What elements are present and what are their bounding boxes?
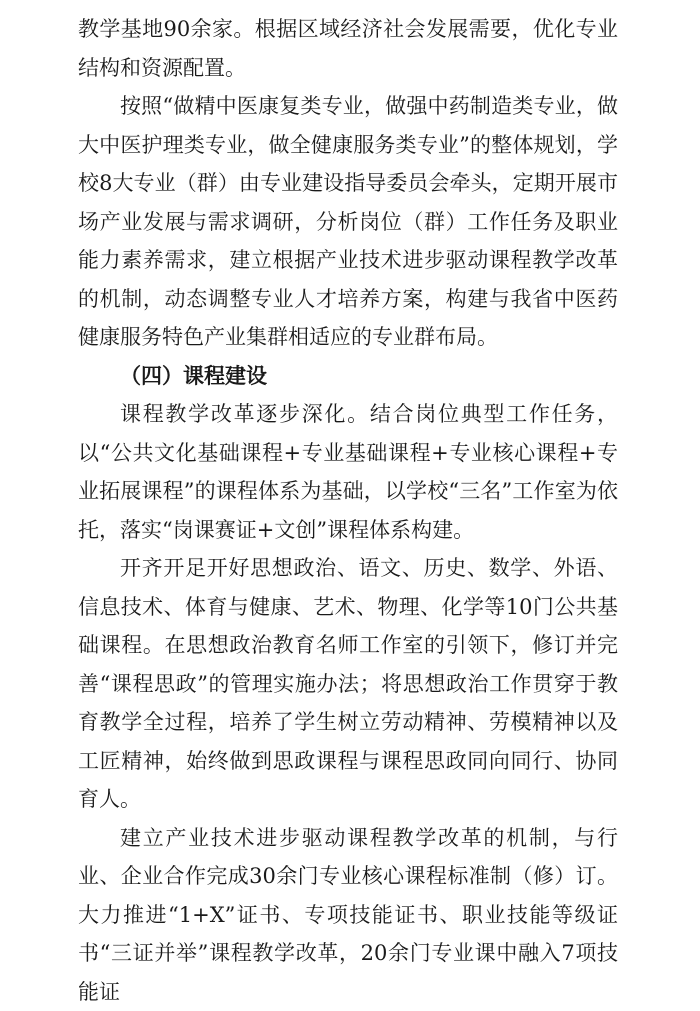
paragraph-public-basic-courses: 开齐开足开好思想政治、语文、历史、数学、外语、信息技术、体育与健康、艺术、物理、化学等10门公共基础课程。在思想政治教育名师工作室的引领下，修订并完善“课程思政”的管理实施办法；将思想政治工作贯穿于教育教学全过程，培养了学生树立劳动精神、劳模精神以及工匠精神，始终做到思政课程与课程思政同向同行、协同育人。 (78, 549, 618, 819)
document-page (78, 10, 618, 1011)
paragraph-resource-allocation: 教学基地90余家。根据区域经济社会发展需要，优化专业结构和资源配置。 (78, 10, 618, 87)
paragraph-major-planning: 按照“做精中医康复类专业，做强中药制造类专业，做大中医护理类专业，做全健康服务类专业”的整体规划，学校8大专业（群）由专业建设指导委员会牵头，定期开展市场产业发展与需求调研，分析岗位（群）工作任务及职业能力素养需求，建立根据产业技术进步驱动课程教学改革的机制，动态调整专业人才培养方案，构建与我省中医药健康服务特色产业集群相适应的专业群布局。 (78, 87, 618, 357)
paragraph-course-reform: 课程教学改革逐步深化。结合岗位典型工作任务，以“公共文化基础课程+专业基础课程+专业核心课程+专业拓展课程”的课程体系为基础，以学校“三名”工作室为依托，落实“岗课赛证+文创”课程体系构建。 (78, 395, 618, 549)
paragraph-industry-cooperation: 建立产业技术进步驱动课程教学改革的机制，与行业、企业合作完成30余门专业核心课程标准制（修）订。大力推进“1+X”证书、专项技能证书、职业技能等级证书“三证并举”课程教学改革，20余门专业课中融入7项技能证 (78, 819, 618, 1011)
section-heading-course-construction: （四）课程建设 (78, 357, 618, 396)
